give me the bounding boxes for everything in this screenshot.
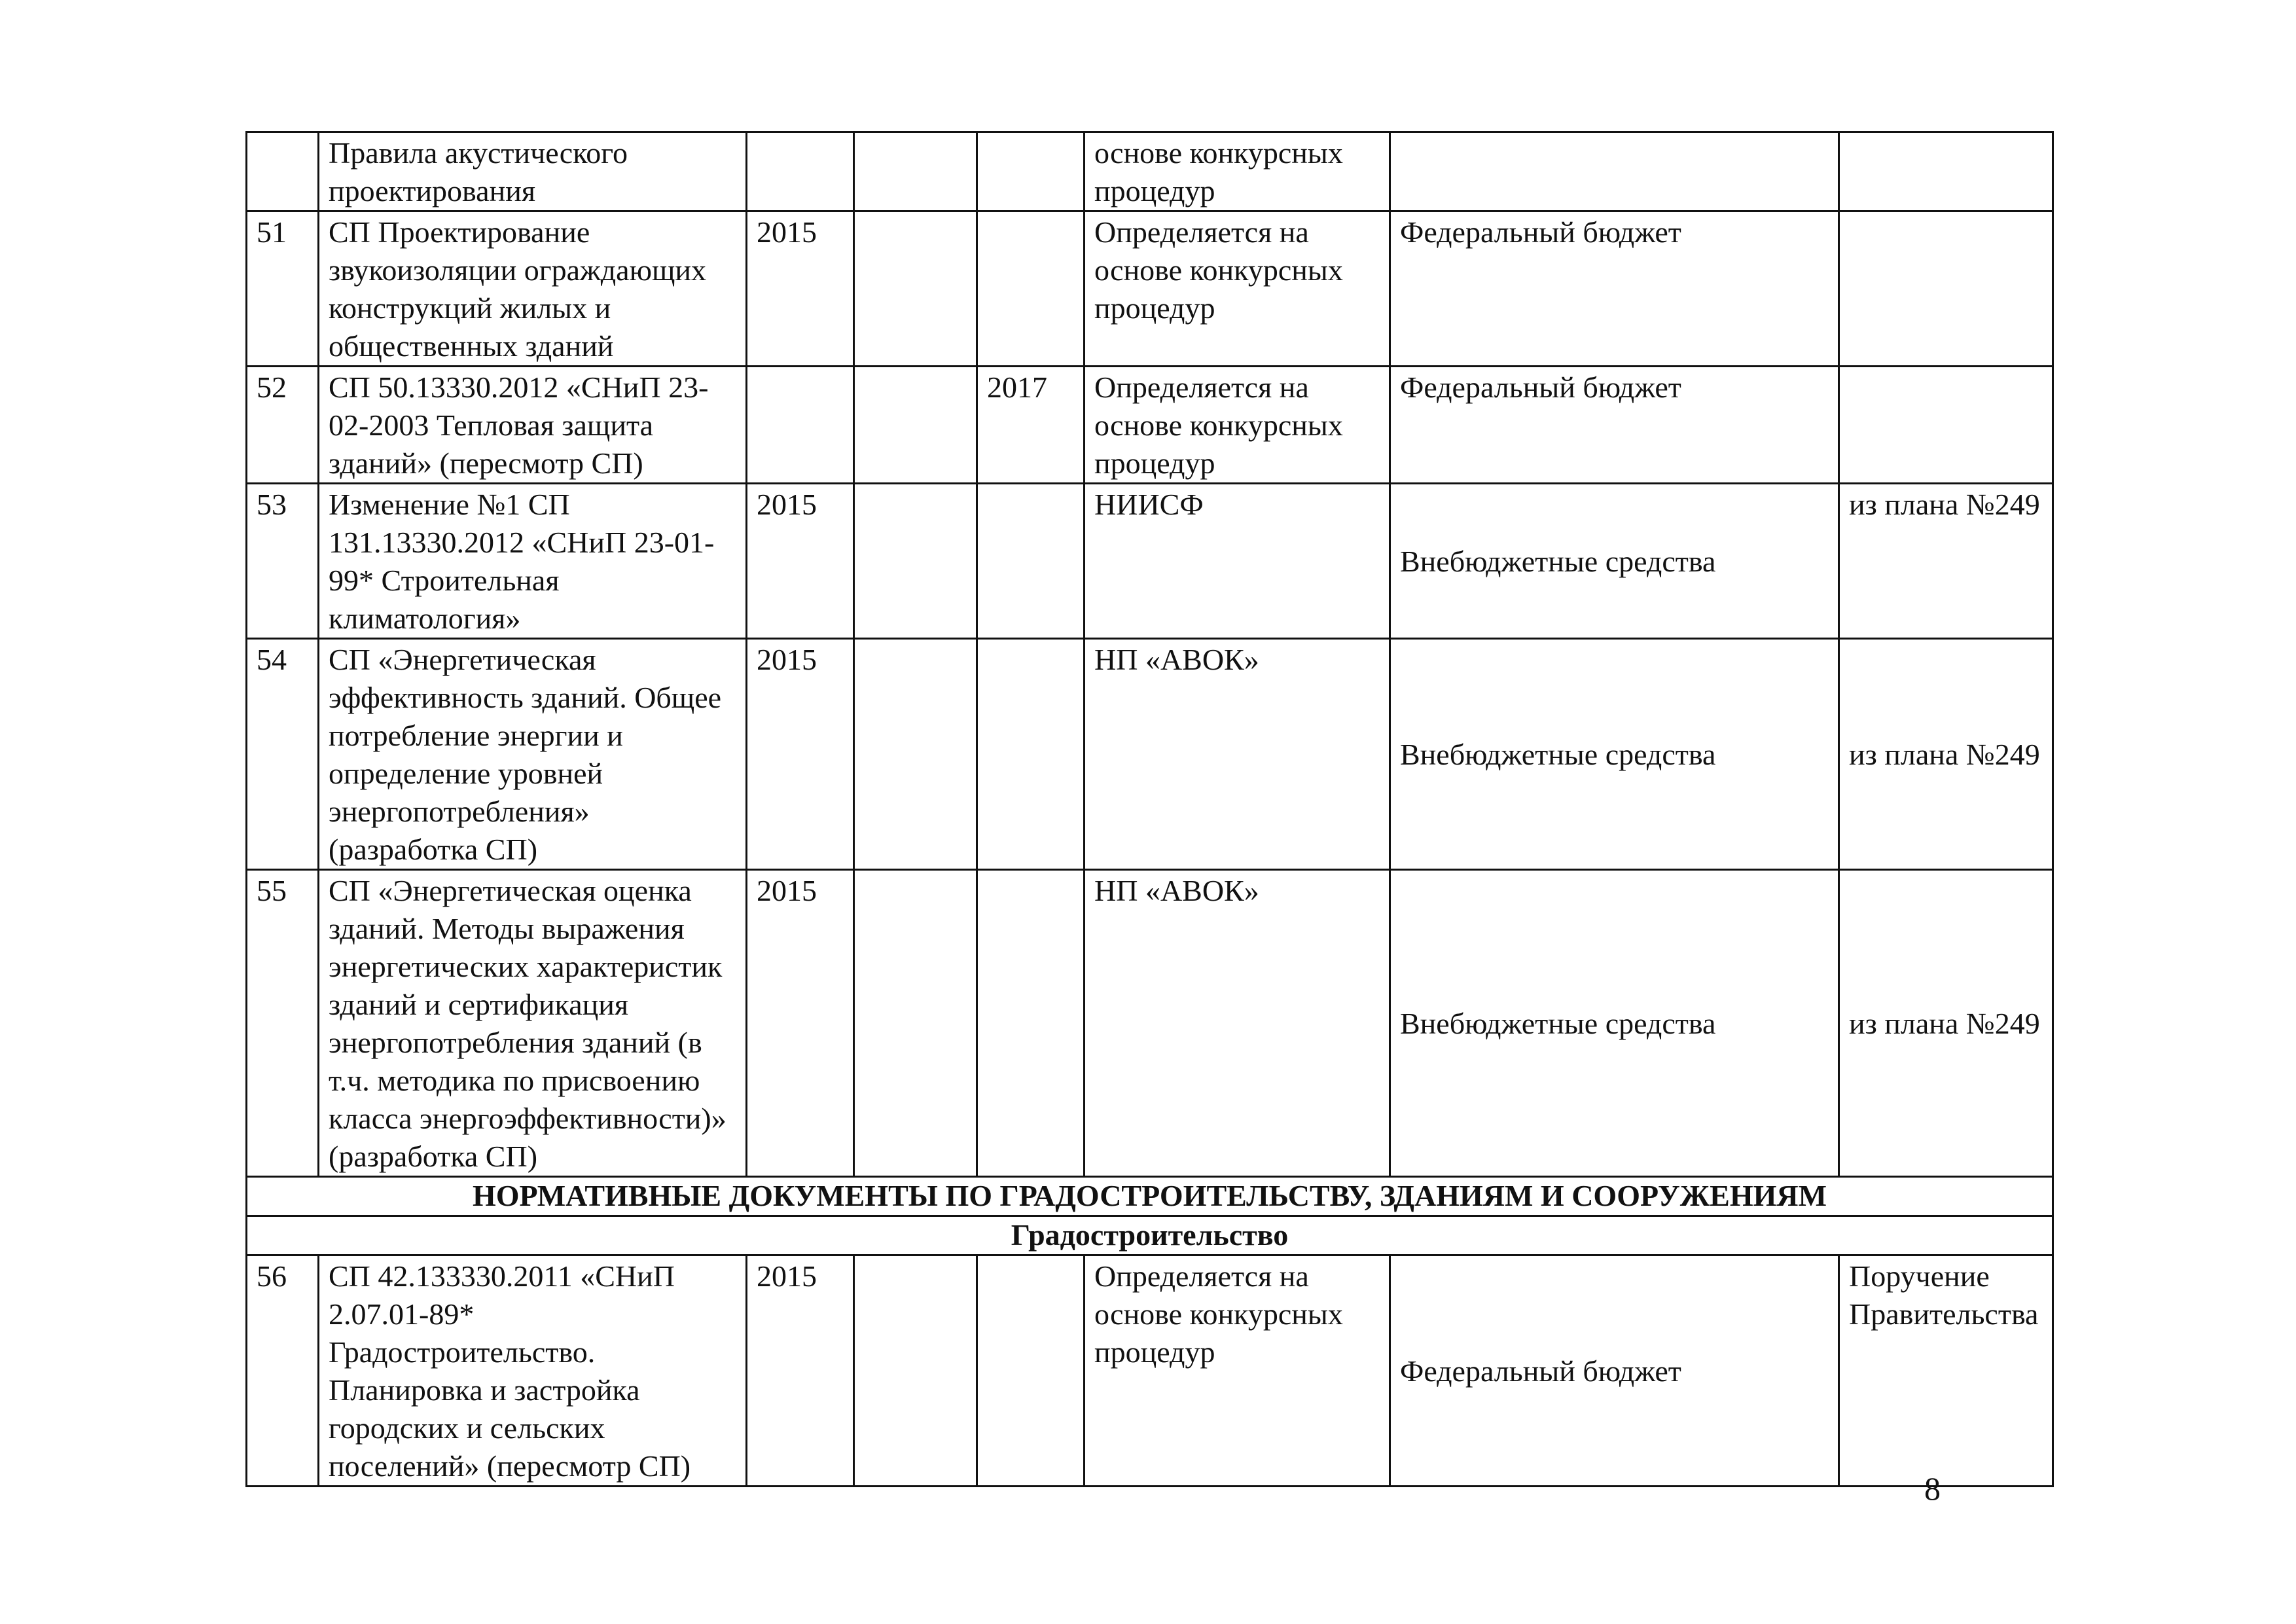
funding-source-cell: Внебюджетные средства — [1390, 870, 1839, 1177]
funding-source-cell: Федеральный бюджет — [1390, 367, 1839, 484]
note-cell: из плана №249 — [1839, 484, 2053, 639]
document-name-cell: СП 50.13330.2012 «СНиП 23- 02-2003 Тепловая защита зданий» (пересмотр СП) — [319, 367, 747, 484]
year-col-1-cell — [747, 367, 854, 484]
executor-cell: Определяется на основе конкурсных процедур — [1085, 1255, 1390, 1487]
table-row — [247, 1255, 2053, 1487]
row-number-cell: 51 — [247, 211, 319, 367]
year-col-2-cell — [854, 870, 977, 1177]
year-col-3-cell — [977, 211, 1085, 367]
year-col-1-cell: 2015 — [747, 870, 854, 1177]
table-row — [247, 639, 2053, 870]
document-name-cell: Изменение №1 СП 131.13330.2012 «СНиП 23-01- 99* Строительная климатология» — [319, 484, 747, 639]
year-col-2-cell — [854, 132, 977, 211]
executor-cell: Определяется на основе конкурсных процедур — [1085, 367, 1390, 484]
year-col-1-cell: 2015 — [747, 639, 854, 870]
executor-cell: основе конкурсных процедур — [1085, 132, 1390, 211]
executor-cell: Определяется на основе конкурсных процедур — [1085, 211, 1390, 367]
table-row — [247, 870, 2053, 1177]
year-col-1-cell: 2015 — [747, 484, 854, 639]
row-number-cell — [247, 132, 319, 211]
note-cell — [1839, 367, 2053, 484]
year-col-3-cell — [977, 1255, 1085, 1487]
table-row — [247, 211, 2053, 367]
year-col-3-cell: 2017 — [977, 367, 1085, 484]
executor-cell: НИИСФ — [1085, 484, 1390, 639]
funding-source-cell — [1390, 132, 1839, 211]
year-col-3-cell — [977, 484, 1085, 639]
executor-cell: НП «АВОК» — [1085, 870, 1390, 1177]
section-header-row — [247, 1216, 2053, 1255]
funding-source-cell: Внебюджетные средства — [1390, 484, 1839, 639]
year-col-2-cell — [854, 211, 977, 367]
document-name-cell: СП «Энергетическая эффективность зданий. Общее потребление энергии и определение уровней энергопотребления» (разработка СП) — [319, 639, 747, 870]
table-body — [247, 132, 2053, 1487]
section-title: Градостроительство — [247, 1216, 2053, 1255]
section-title: НОРМАТИВНЫЕ ДОКУМЕНТЫ ПО ГРАДОСТРОИТЕЛЬСТВУ, ЗДАНИЯМ И СООРУЖЕНИЯМ — [247, 1177, 2053, 1216]
year-col-2-cell — [854, 367, 977, 484]
row-number-cell: 54 — [247, 639, 319, 870]
table-row — [247, 132, 2053, 211]
document-name-cell: Правила акустического проектирования — [319, 132, 747, 211]
row-number-cell: 53 — [247, 484, 319, 639]
year-col-3-cell — [977, 870, 1085, 1177]
year-col-3-cell — [977, 132, 1085, 211]
row-number-cell: 56 — [247, 1255, 319, 1487]
executor-cell: НП «АВОК» — [1085, 639, 1390, 870]
document-name-cell: СП 42.133330.2011 «СНиП 2.07.01-89* Градостроительство. Планировка и застройка городских и сельских поселений» (пересмотр СП) — [319, 1255, 747, 1487]
section-header-row — [247, 1177, 2053, 1216]
page-number: 8 — [1924, 1470, 1941, 1507]
year-col-1-cell: 2015 — [747, 1255, 854, 1487]
year-col-2-cell — [854, 484, 977, 639]
funding-source-cell: Федеральный бюджет — [1390, 1255, 1839, 1487]
year-col-3-cell — [977, 639, 1085, 870]
year-col-1-cell: 2015 — [747, 211, 854, 367]
note-cell: из плана №249 — [1839, 639, 2053, 870]
note-cell — [1839, 132, 2053, 211]
funding-source-cell: Внебюджетные средства — [1390, 639, 1839, 870]
year-col-2-cell — [854, 639, 977, 870]
funding-source-cell: Федеральный бюджет — [1390, 211, 1839, 367]
document-table — [245, 131, 2054, 1487]
note-cell: Поручение Правительства — [1839, 1255, 2053, 1487]
year-col-1-cell — [747, 132, 854, 211]
table-row — [247, 484, 2053, 639]
row-number-cell: 55 — [247, 870, 319, 1177]
row-number-cell: 52 — [247, 367, 319, 484]
year-col-2-cell — [854, 1255, 977, 1487]
note-cell: из плана №249 — [1839, 870, 2053, 1177]
table-row — [247, 367, 2053, 484]
note-cell — [1839, 211, 2053, 367]
document-name-cell: СП Проектирование звукоизоляции ограждающих конструкций жилых и общественных зданий — [319, 211, 747, 367]
document-name-cell: СП «Энергетическая оценка зданий. Методы выражения энергетических характеристик зданий и сертификация энергопотребления зданий (в т.ч. методика по присвоению класса энергоэффективности)» (разработка СП) — [319, 870, 747, 1177]
